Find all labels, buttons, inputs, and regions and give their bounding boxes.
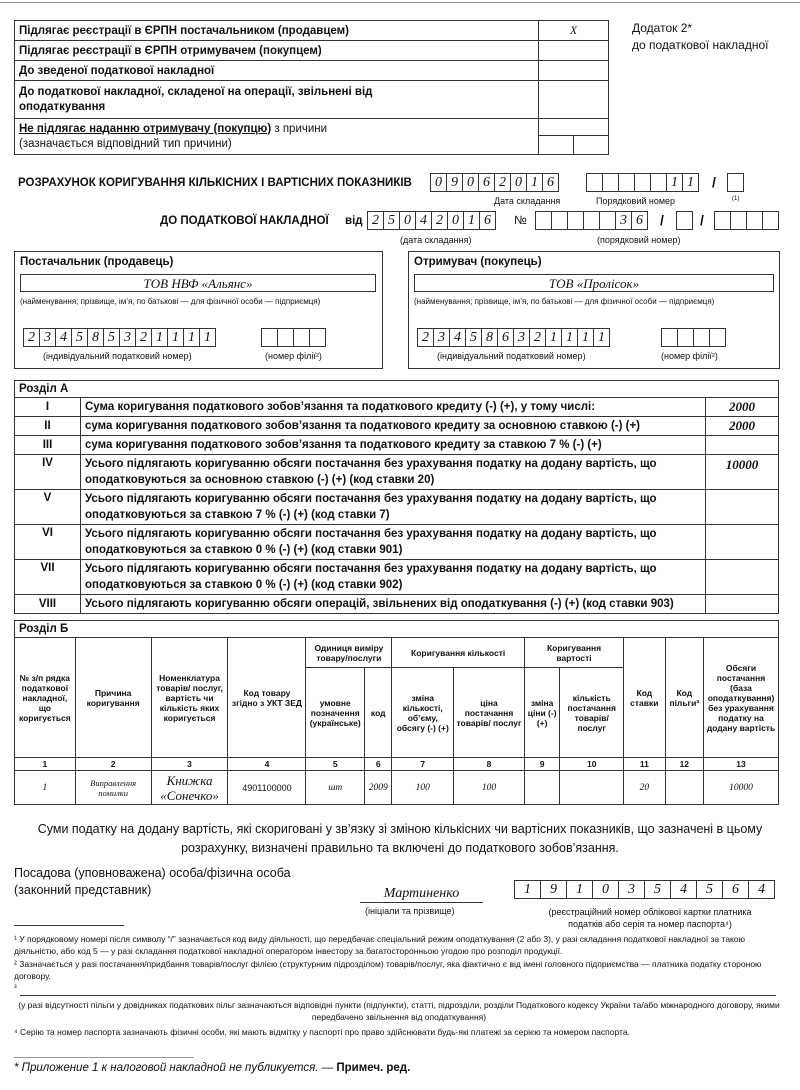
supplier-name-caption: (найменування; прізвище, ім’я, по батькові — для фізичної особи — підприємця)	[20, 297, 321, 306]
row-text: Усього підлягають коригуванню обсяги постачання без урахування податку на додану вартість, що оподатковуються за основною ставкою (-) (+) (код ставки 20)	[81, 455, 706, 490]
row-value[interactable]	[706, 525, 779, 560]
reg-last-bold: Не підлягає наданню отримувачу (покупцю)	[19, 122, 272, 135]
row-num: IV	[15, 455, 81, 490]
invoice-activity-cell[interactable]	[676, 211, 692, 230]
digit-cell: 3	[615, 211, 632, 230]
col-number: 3	[151, 758, 228, 771]
col-header: Обсяги постачання (база оподаткування) без урахування податку на додану вартість	[704, 638, 779, 758]
reg-last-note: (зазначається відповідний тип причини)	[19, 137, 232, 150]
col-number: 8	[454, 758, 525, 771]
row-num: II	[15, 417, 81, 436]
footnote-1: ¹ У порядковому номері після символу “/” зазначається код виду діяльності, що передбачає спеціальний режим оподаткування (2 або 3), у разі складання податкової накладної за такою діяльністю, або код 5 — у разі складання податкової накладної оператором інвестору за багатосторонньою угодою про розподіл продукції.	[14, 934, 745, 956]
col-header: ціна постачання товарів/ послуг	[454, 668, 525, 758]
digit-cell: 1	[167, 328, 184, 347]
official-line2: (законний представник)	[14, 883, 152, 897]
table-cell[interactable]: 1	[15, 771, 76, 805]
invoice-number-caption: (порядковий номер)	[597, 235, 681, 245]
invoice-date-cells[interactable]	[367, 211, 495, 230]
supplier-branch-cells[interactable]	[261, 328, 325, 347]
col-number: 5	[306, 758, 365, 771]
digit-cell: 0	[447, 211, 464, 230]
col-header: Код товару згідно з УКТ ЗЕД	[228, 638, 306, 758]
col-number: 6	[365, 758, 392, 771]
digit-cell: 6	[479, 211, 496, 230]
digit-cell: 3	[39, 328, 56, 347]
digit-cell: 4	[55, 328, 72, 347]
digit-cell: 0	[462, 173, 479, 192]
reg-mark[interactable]	[539, 81, 609, 119]
digit-cell: 3	[433, 328, 450, 347]
col-header: Одиниця виміру товару/послуги	[306, 638, 392, 668]
digit-cell	[535, 211, 552, 230]
digit-cell: 0	[510, 173, 527, 192]
digit-cell: 0	[592, 880, 619, 899]
digit-cell: 9	[446, 173, 463, 192]
footnote-rule	[14, 925, 124, 926]
reg-mark[interactable]	[539, 61, 609, 81]
invoice-from: від	[345, 215, 363, 227]
col-header: Номенклатура товарів/ послуг, вартість чи кількість яких коригується	[151, 638, 228, 758]
calc-date-cells[interactable]	[430, 173, 558, 192]
digit-cell: 1	[593, 328, 610, 347]
row-text: сума коригування податкового зобов’язання та податкового кредиту за основною ставкою (-) (+)	[81, 417, 706, 436]
row-num: I	[15, 398, 81, 417]
row-value[interactable]	[706, 436, 779, 455]
digit-cell: 1	[514, 880, 541, 899]
digit-cell: 2	[135, 328, 152, 347]
digit-cell: 1	[545, 328, 562, 347]
row-value[interactable]: 10000	[706, 455, 779, 490]
digit-cell	[599, 211, 616, 230]
row-num: III	[15, 436, 81, 455]
digit-cell: 6	[722, 880, 749, 899]
reg-row-label: Підлягає реєстрації в ЄРПН отримувачем (покупцем)	[15, 41, 539, 61]
buyer-branch-caption: (номер філії²)	[661, 351, 718, 361]
digit-cell	[650, 173, 667, 192]
digit-cell: 2	[367, 211, 384, 230]
digit-cell: 4	[449, 328, 466, 347]
digit-cell	[602, 173, 619, 192]
statement: Суми податку на додану вартість, які скориговані у зв’язку зі зміною кількісних чи вартісних показників, що зазначені в цьому розрахунку, визначені правильно та включені до податкового зобов’язання.	[37, 822, 763, 855]
digit-cell: 1	[666, 173, 683, 192]
digit-cell	[567, 211, 584, 230]
digit-cell: 6	[497, 328, 514, 347]
supplier-heading: Постачальник (продавець)	[20, 256, 174, 268]
row-num: VI	[15, 525, 81, 560]
table-cell[interactable]: 100	[392, 771, 454, 805]
buyer-branch-cells[interactable]	[661, 328, 725, 347]
appendix-line2: до податкової накладної	[632, 38, 769, 52]
digit-cell: 5	[644, 880, 671, 899]
col-number: 10	[560, 758, 624, 771]
row-text: Усього підлягають коригуванню обсяги постачання без урахування податку на додану вартість, що оподатковуються за ставкою 0 % (-) (+) (код ставки 901)	[81, 525, 706, 560]
section-a	[14, 380, 779, 614]
digit-cell: 6	[631, 211, 648, 230]
row-value[interactable]	[706, 595, 779, 614]
col-header: Коригування вартості	[524, 638, 623, 668]
digit-cell: 3	[513, 328, 530, 347]
editor-rule	[14, 1057, 194, 1058]
editor-note-sign: Примеч. ред.	[336, 1062, 411, 1074]
signature-name[interactable]: Мартиненко	[360, 886, 483, 903]
digit-cell: 2	[494, 173, 511, 192]
digit-cell: 4	[415, 211, 432, 230]
buyer-ipn-caption: (індивідуальний податковий номер)	[437, 351, 586, 361]
calc-date-caption: Дата складання	[494, 196, 561, 206]
digit-cell: 2	[23, 328, 40, 347]
buyer-box	[408, 251, 780, 369]
row-num: V	[15, 490, 81, 525]
buyer-heading: Отримувач (покупець)	[414, 256, 542, 268]
table-cell[interactable]: шт	[306, 771, 365, 805]
table-cell[interactable]: Виправлення помилки	[75, 771, 151, 805]
col-number: 11	[624, 758, 665, 771]
official-line1: Посадова (уповноважена) особа/фізична особа	[14, 866, 291, 880]
invoice-title: ДО ПОДАТКОВОЇ НАКЛАДНОЇ	[160, 215, 329, 227]
registration-table	[14, 20, 609, 155]
reg-row-label: До зведеної податкової накладної	[15, 61, 539, 81]
reg-number-cells[interactable]	[514, 880, 774, 899]
invoice-date-caption: (дата складання)	[400, 235, 472, 245]
footnote-4: ⁴ Серію та номер паспорта зазначають фізичні особи, які мають відмітку у паспорті про право здійснювати будь-які платежі за серією та номером паспорта.	[14, 1027, 630, 1037]
col-header: Код пільги³	[665, 638, 703, 758]
digit-cell: 1	[566, 880, 593, 899]
col-header: Коригування кількості	[392, 638, 525, 668]
supplier-name[interactable]: ТОВ НВФ «Альянс»	[20, 274, 376, 292]
table-cell[interactable]: Книжка «Сонечко»	[151, 771, 228, 805]
digit-cell: 2	[431, 211, 448, 230]
digit-cell: 8	[87, 328, 104, 347]
appendix-label	[632, 20, 768, 54]
editor-note	[14, 1062, 410, 1074]
signature-caption: (ініціали та прізвище)	[365, 906, 455, 916]
row-text: Сума коригування податкового зобов’язання та податкового кредиту (-) (+), у тому числі:	[81, 398, 706, 417]
footnote-3-line	[20, 995, 776, 996]
reg-last-rest: з причини	[271, 122, 328, 135]
row-value[interactable]: 2000	[706, 417, 779, 436]
col-number: 2	[75, 758, 151, 771]
col-number: 9	[524, 758, 559, 771]
digit-cell: 5	[465, 328, 482, 347]
digit-cell: 1	[183, 328, 200, 347]
row-num: VIII	[15, 595, 81, 614]
digit-cell: 1	[526, 173, 543, 192]
table-cell[interactable]: 2009	[365, 771, 392, 805]
supplier-ipn-cells[interactable]	[23, 328, 215, 347]
editor-note-text: * Приложение 1 к налоговой накладной не публикуется.	[14, 1062, 319, 1074]
table-cell[interactable]: 10000	[704, 771, 779, 805]
supplier-ipn-caption: (індивідуальний податковий номер)	[43, 351, 192, 361]
table-cell[interactable]: 4901100000	[228, 771, 306, 805]
col-number: 4	[228, 758, 306, 771]
digit-cell: 1	[463, 211, 480, 230]
editor-note-dash: —	[318, 1062, 337, 1074]
col-number: 13	[704, 758, 779, 771]
digit-cell: 4	[748, 880, 775, 899]
col-header: кількість постачання товарів/ послуг	[560, 668, 624, 758]
invoice-slash2: /	[700, 212, 704, 228]
calc-number-cells[interactable]	[586, 173, 698, 192]
digit-cell: 0	[430, 173, 447, 192]
col-number: 1	[15, 758, 76, 771]
footnote-2: ² Зазначається у разі постачання/придбання товарів/послуг філією (структурним підрозділом) товарів/послуг, яка фактично є від імені головного підприємства — платника податку стороною договору.	[14, 959, 762, 981]
row-text: Усього підлягають коригуванню обсяги постачання без урахування податку на додану вартість, що оподатковуються за ставкою 0 % (-) (+) (код ставки 902)	[81, 560, 706, 595]
digit-cell: 2	[529, 328, 546, 347]
section-b	[14, 620, 779, 805]
digit-cell: 9	[540, 880, 567, 899]
table-cell[interactable]: 20	[624, 771, 665, 805]
digit-cell	[618, 173, 635, 192]
digit-cell: 1	[151, 328, 168, 347]
appendix-line1: Додаток 2*	[632, 21, 693, 35]
reg-row-last	[15, 119, 539, 155]
col-number: 7	[392, 758, 454, 771]
row-value[interactable]: 2000	[706, 398, 779, 417]
col-header: зміна ціни (-) (+)	[524, 668, 559, 758]
digit-cell: 2	[417, 328, 434, 347]
col-number: 12	[665, 758, 703, 771]
digit-cell	[586, 173, 603, 192]
supplier-branch-caption: (номер філії²)	[265, 351, 322, 361]
invoice-slash: /	[660, 212, 664, 228]
buyer-name-caption: (найменування; прізвище, ім’я, по батькові — для фізичної особи — підприємця)	[414, 297, 715, 306]
digit-cell: 1	[199, 328, 216, 347]
digit-cell: 8	[481, 328, 498, 347]
digit-cell	[551, 211, 568, 230]
digit-cell: 5	[696, 880, 723, 899]
col-header: умовне позначення (українське)	[306, 668, 365, 758]
digit-cell: 1	[577, 328, 594, 347]
section-b-title: Розділ Б	[15, 621, 779, 638]
calc-sup1: (1)	[732, 196, 740, 202]
digit-cell: 4	[670, 880, 697, 899]
digit-cell: 5	[71, 328, 88, 347]
reg-mark[interactable]: X	[539, 21, 609, 41]
row-value[interactable]	[706, 490, 779, 525]
calc-slash: /	[712, 174, 716, 190]
row-text: Усього підлягають коригуванню обсяги операцій, звільнених від оподаткування (-) (+) (код ставки 903)	[81, 595, 706, 614]
row-text: сума коригування податкового зобов’язання та податкового кредиту за ставкою 7 % (-) (+)	[81, 436, 706, 455]
digit-cell: 6	[478, 173, 495, 192]
row-text: Усього підлягають коригуванню обсяги постачання без урахування податку на додану вартість, що оподатковуються за ставкою 7 % (-) (+) (код ставки 7)	[81, 490, 706, 525]
footnote-3-mark: ³	[14, 983, 17, 992]
supplier-box	[14, 251, 383, 369]
digit-cell: 5	[103, 328, 120, 347]
buyer-name[interactable]: ТОВ «Пролісок»	[414, 274, 774, 292]
col-header: Причина коригування	[75, 638, 151, 758]
official-label	[14, 865, 291, 899]
top-rule	[0, 2, 800, 3]
calc-activity-cell[interactable]	[727, 173, 743, 192]
invoice-number-cells[interactable]	[535, 211, 647, 230]
buyer-ipn-cells[interactable]	[417, 328, 609, 347]
reg-reason-cells[interactable]	[539, 119, 609, 155]
col-header: Код ставки	[624, 638, 665, 758]
digit-cell: 0	[399, 211, 416, 230]
reg-mark[interactable]	[539, 41, 609, 61]
digit-cell: 3	[618, 880, 645, 899]
digit-cell: 3	[119, 328, 136, 347]
calc-title: РОЗРАХУНОК КОРИГУВАННЯ КІЛЬКІСНИХ І ВАРТІСНИХ ПОКАЗНИКІВ	[18, 177, 412, 189]
table-cell[interactable]	[665, 771, 703, 805]
digit-cell: 5	[383, 211, 400, 230]
digit-cell: 1	[561, 328, 578, 347]
reg-row-label: До податкової накладної, складеної на операції, звільнені від оподаткування	[15, 81, 539, 119]
digit-cell	[583, 211, 600, 230]
section-a-title: Розділ А	[15, 381, 779, 398]
col-header: код	[365, 668, 392, 758]
digit-cell	[634, 173, 651, 192]
invoice-extra-cells[interactable]	[714, 211, 778, 230]
table-cell[interactable]	[524, 771, 559, 805]
col-header: № з/п рядка податкової накладної, що коригується	[15, 638, 76, 758]
row-value[interactable]	[706, 560, 779, 595]
col-header: зміна кількості, об’єму, обсягу (-) (+)	[392, 668, 454, 758]
digit-cell: 6	[542, 173, 559, 192]
table-cell[interactable]	[560, 771, 624, 805]
reg-number-caption: (реєстраційний номер облікової картки платника податків або серія та номер паспорта⁴)	[548, 907, 752, 929]
calc-number-caption: Порядковий номер	[596, 196, 676, 206]
reg-row-label: Підлягає реєстрації в ЄРПН постачальником (продавцем)	[15, 21, 539, 41]
invoice-no: №	[514, 213, 527, 227]
digit-cell: 1	[682, 173, 699, 192]
table-cell[interactable]: 100	[454, 771, 525, 805]
row-num: VII	[15, 560, 81, 595]
footnote-3: (у разі відсутності пільги у довідниках податкових пільг зазначаються відповідні пункти (підпункти), статті, підрозділи, розділи Податкового кодексу України та/або міжнародного договору, якими передбачено звільнення від оподаткування)	[18, 1000, 780, 1022]
